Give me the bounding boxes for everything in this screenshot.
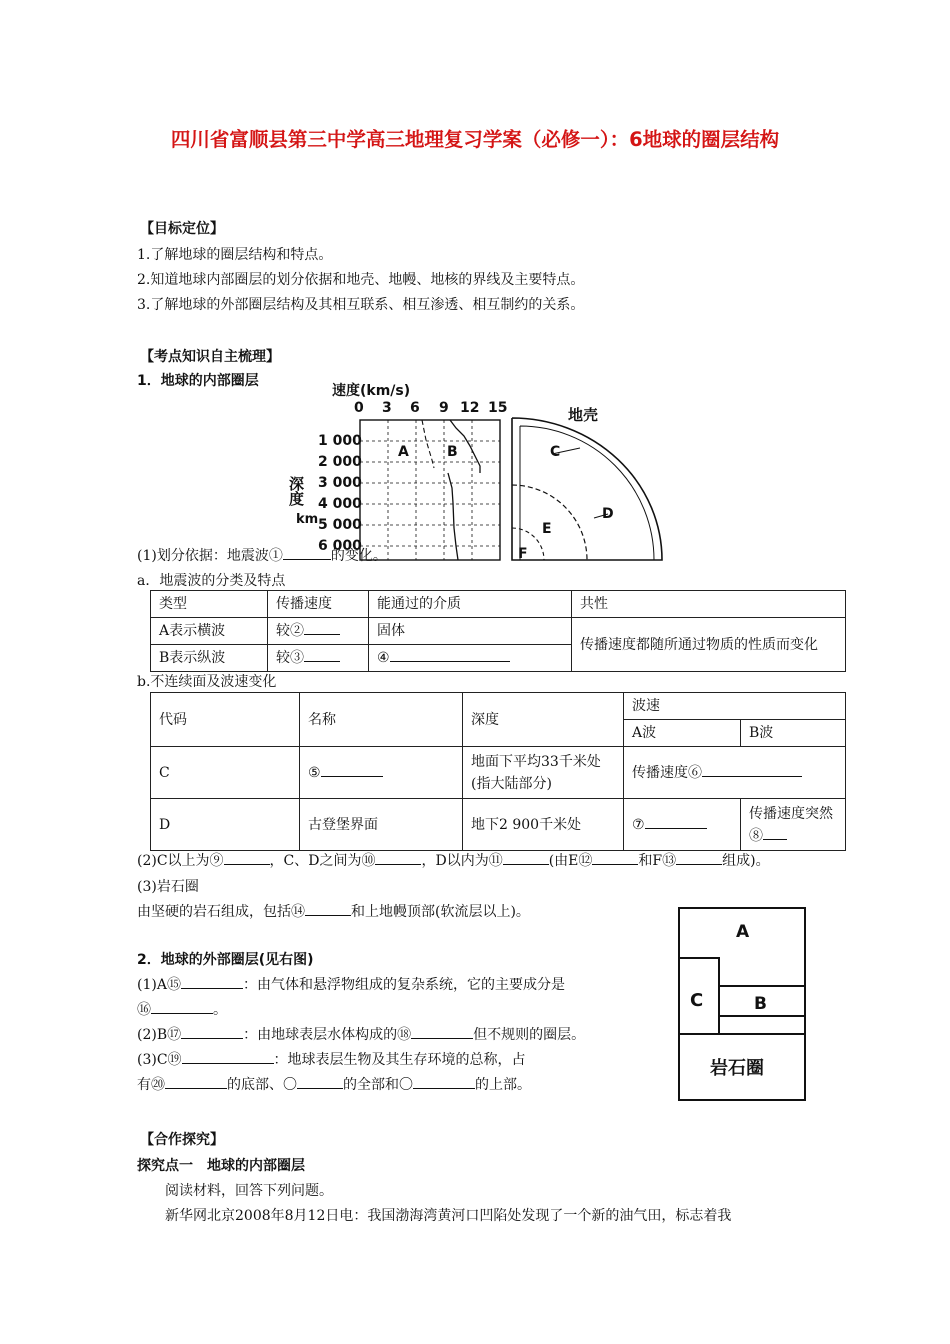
- lithosphere-label: 岩石圈: [710, 1058, 764, 1079]
- wave-types-label: a．地震波的分类及特点: [137, 573, 286, 589]
- table-cell: D: [151, 799, 300, 851]
- table-cell: A表示横波: [151, 618, 268, 645]
- speed-axis-label: 速度(km/s): [332, 383, 411, 399]
- section2-heading: 2．地球的外部圈层(见右图): [137, 952, 314, 968]
- sphere-a-label: A: [736, 922, 750, 942]
- table-cell: 较③: [268, 645, 369, 672]
- crust-label: 地壳: [568, 406, 599, 424]
- table-cell: ⑤: [300, 747, 463, 799]
- discontinuity-label: b.不连续面及波速变化: [137, 674, 277, 690]
- table-cell: 传播速度突然⑧: [741, 799, 846, 851]
- table-header: 传播速度: [268, 591, 369, 618]
- coop-heading: 【合作探究】: [140, 1132, 224, 1148]
- label-a: A: [398, 444, 409, 460]
- section1-heading: 1．地球的内部圈层: [137, 373, 259, 389]
- outer-c-line2: 有⑳ 的底部、〇 的全部和〇 的上部。: [137, 1074, 531, 1094]
- table-header: B波: [741, 720, 846, 747]
- lithosphere-line: 由坚硬的岩石组成，包括⑭ 和上地幔顶部(软流层以上)。: [137, 901, 530, 921]
- table-cell: 古登堡界面: [300, 799, 463, 851]
- depth-tick: 2 000: [318, 454, 362, 470]
- goal-item: 1.了解地球的圈层结构和特点。: [137, 247, 333, 263]
- page-title: 四川省富顺县第三中学高三地理复习学案（必修一）：6地球的圈层结构: [170, 128, 780, 151]
- basis-line: (1)划分依据：地震波① 的变化。: [137, 545, 387, 565]
- table-cell: B表示纵波: [151, 645, 268, 672]
- depth-axis-label: 深度: [287, 476, 305, 506]
- coop-para: 阅读材料，回答下列问题。: [165, 1183, 333, 1199]
- review-heading: 【考点知识自主梳理】: [140, 349, 280, 365]
- goal-item: 2.知道地球内部圈层的划分依据和地壳、地幔、地核的界线及主要特点。: [137, 272, 585, 288]
- discontinuity-table: [150, 692, 846, 851]
- table-cell: ⑦: [624, 799, 741, 851]
- depth-tick: 1 000: [318, 433, 362, 449]
- tick: 6: [410, 400, 420, 416]
- table-header: 类型: [151, 591, 268, 618]
- wave-table: [150, 590, 846, 672]
- label-f: F: [518, 546, 528, 562]
- unit-label: km: [296, 512, 319, 527]
- tick: 12: [460, 400, 480, 416]
- explore-point: 探究点一 地球的内部圈层: [137, 1158, 305, 1174]
- table-header: A波: [624, 720, 741, 747]
- sphere-c-label: C: [690, 990, 704, 1011]
- depth-tick: 5 000: [318, 517, 362, 533]
- table-cell: 传播速度⑥: [624, 747, 846, 799]
- lithosphere-heading: (3)岩石圈: [137, 879, 199, 895]
- table-header: 名称: [300, 693, 463, 747]
- table-cell: 地面下平均33千米处(指大陆部分): [463, 747, 624, 799]
- label-d: D: [602, 506, 614, 522]
- table-cell: 地下2 900千米处: [463, 799, 624, 851]
- tick: 15: [488, 400, 508, 416]
- table-header: 共性: [572, 591, 846, 618]
- sphere-b-label: B: [754, 994, 767, 1014]
- depth-tick: 3 000: [318, 475, 362, 491]
- outer-a-line: (1)A⑮ ：由气体和悬浮物组成的复杂系统，它的主要成分是: [137, 974, 565, 994]
- tick: 0: [354, 400, 364, 416]
- layers-line: (2)C以上为⑨ ，C、D之间为⑩ ，D以内为⑪ (由E⑫ 和F⑬ 组成)。: [137, 850, 770, 870]
- table-cell: ④: [369, 645, 572, 672]
- table-cell: 较②: [268, 618, 369, 645]
- tick: 9: [439, 400, 449, 416]
- outer-a-line2: ⑯ 。: [137, 999, 227, 1019]
- goal-item: 3.了解地球的外部圈层结构及其相互联系、相互渗透、相互制约的关系。: [137, 297, 585, 313]
- goal-heading: 【目标定位】: [140, 221, 224, 237]
- table-cell: 固体: [369, 618, 572, 645]
- outer-spheres-figure: [676, 906, 810, 1102]
- table-cell: 传播速度都随所通过物质的性质而变化: [572, 618, 846, 672]
- coop-para: 新华网北京2008年8月12日电：我国渤海湾黄河口凹陷处发现了一个新的油气田，标志着我: [165, 1208, 732, 1224]
- label-c: C: [550, 444, 561, 460]
- table-header: 深度: [463, 693, 624, 747]
- depth-tick: 6 000: [318, 538, 362, 554]
- tick: 3: [382, 400, 392, 416]
- outer-c-line: (3)C⑲ ：地球表层生物及其生存环境的总称，占: [137, 1049, 526, 1069]
- table-header: 波速: [624, 693, 846, 720]
- depth-tick: 4 000: [318, 496, 362, 512]
- interior-layers-figure: [287, 378, 680, 568]
- label-b: B: [447, 444, 458, 460]
- table-cell: C: [151, 747, 300, 799]
- table-header: 代码: [151, 693, 300, 747]
- table-header: 能通过的介质: [369, 591, 572, 618]
- s-wave-curve: [422, 420, 434, 468]
- label-e: E: [542, 521, 552, 537]
- outer-b-line: (2)B⑰ ：由地球表层水体构成的⑱ 但不规则的圈层。: [137, 1024, 585, 1044]
